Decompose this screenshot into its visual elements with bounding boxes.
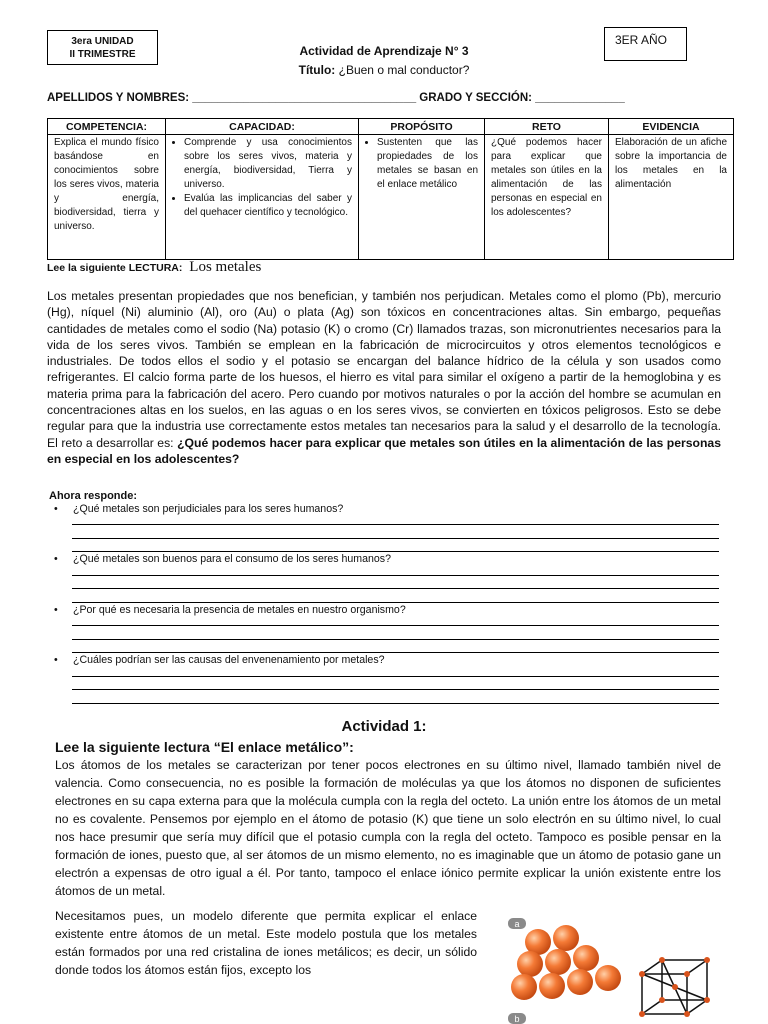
header-reto: RETO <box>485 119 609 135</box>
metallic-lattice-figure <box>500 912 750 1024</box>
activity1-reading-label: Lee la siguiente lectura “El enlace metálico”: <box>55 739 354 755</box>
answer-line[interactable] <box>72 602 719 603</box>
capacidad-item-2: • Evalúa las implicancias del saber y del quehacer científico y tecnológico. <box>184 192 352 220</box>
reading-challenge: ¿Qué podemos hacer para explicar que metales son útiles en la alimentación de las personas en especial en los adolescentes? <box>47 435 721 466</box>
cell-reto: ¿Qué podemos hacer para explicar que metales son útiles en la alimentación de las personas en especial en los adolescentes? <box>485 135 609 260</box>
question-item: • ¿Qué metales son buenos para el consumo de los seres humanos? <box>54 553 391 565</box>
answer-line[interactable] <box>72 639 719 640</box>
answer-line[interactable] <box>72 676 719 677</box>
cell-competencia: Explica el mundo físico basándose en conocimientos sobre los seres vivos, materia y energía, biodiversidad, tierra y universo. <box>48 135 166 260</box>
header-capacidad: CAPACIDAD: <box>166 119 359 135</box>
reading-label <box>47 259 261 276</box>
answer-line[interactable] <box>72 538 719 539</box>
figure-label-b: b <box>514 1014 520 1024</box>
unit-line-2: II TRIMESTRE <box>69 49 136 60</box>
header-evidencia: EVIDENCIA <box>609 119 734 135</box>
answer-line[interactable] <box>72 588 719 589</box>
reading-title: Los metales <box>189 259 262 275</box>
question-text: ¿Qué metales son buenos para el consumo de los seres humanos? <box>73 553 391 565</box>
reading-paragraph <box>47 288 721 467</box>
reading-label-text: Lee la siguiente LECTURA: <box>47 262 183 274</box>
unit-line-1: 3era UNIDAD <box>71 36 134 47</box>
cell-capacidad <box>166 135 359 260</box>
activity-title: Actividad de Aprendizaje N° 3 <box>299 44 469 58</box>
label-a-badge <box>508 918 526 929</box>
table-header-row <box>48 119 734 135</box>
activity1-paragraph-2: Necesitamos pues, un modelo diferente que permita explicar el enlace existente entre átomos de un metal. Este modelo postula que los metales están formados por una red cristalina de iones metálicos; es decir, un sólido donde todos los átomos están fijos, excepto los <box>55 909 477 977</box>
answer-line[interactable] <box>72 575 719 576</box>
header-competencia: COMPETENCIA: <box>48 119 166 135</box>
answer-line[interactable] <box>72 524 719 525</box>
question-item: • ¿Cuáles podrían ser las causas del envenenamiento por metales? <box>54 654 385 666</box>
answer-line[interactable] <box>72 703 719 704</box>
question-text: ¿Por qué es necesaria la presencia de metales en nuestro organismo? <box>73 604 406 616</box>
title-label: Título: <box>298 63 336 77</box>
question-item: • ¿Qué metales son perjudiciales para los seres humanos? <box>54 503 344 515</box>
reading-text: Los metales presentan propiedades que nos benefician, y también nos perjudican. Metales como el plomo (Pb), mercurio (Hg), níquel (Ni) aluminio (Al), oro (Au) o plata (Ag) son tóxicos en concentraciones altas. Sin embargo, pequeñas cantidades de metales como el sodio (Na) potasio (K) o cromo (Cr) llamados trazas, son micronutrientes necesarios para la vida de los seres vivos. También se emplean en la fabricación de microcircuitos y otros elementos tecnológicos e industriales. De todos ellos el sodio y el potasio se encargan del balance hídrico de la célula y son usados como refrigerantes. El calcio forma parte de los huesos, el hierro es vital para similar el oxígeno a partir de la hemoglobina y es materia prima para la fabricación del acero. Pero cuando por motivos naturales o por la acción del hombre se acumulan en concentraciones altas en los suelos, en las aguas o en los seres vivos, se convierten en tóxicos peligrosos. Esto se debe regular para que la industria use correctamente estos metales tan necesarios para la salud y el desarrollo de la tecnología. El reto a desarrollar es: <box>47 289 721 450</box>
header-proposito: PROPÓSITO <box>359 119 485 135</box>
activity-subtitle <box>0 63 768 77</box>
capacidad-item-1: • Comprende y usa conocimientos sobre los seres vivos, materia y energía, biodiversidad, Tierra y universo. <box>184 136 352 192</box>
question-text: ¿Qué metales son perjudiciales para los seres humanos? <box>73 503 344 515</box>
proposito-item-1: • Sustenten que las propiedades de los metales se basan en el enlace metálico <box>377 136 478 192</box>
question-text: ¿Cuáles podrían ser las causas del envenenamiento por metales? <box>73 654 385 666</box>
activity1-paragraph-1: Los átomos de los metales se caracterizan por tener pocos electrones en su último nivel, llamado también nivel de valencia. Como consecuencia, no es posible la formación de moléculas ya que los átomos no disponen de suficientes electrones en su capa externa para que la molécula cumpla con la regla del octeto. La unión entre los átomos de un metal no es covalente. Pensemos por ejemplo en el átomo de potasio (K) que tiene un solo electrón en su último nivel, lo cual nos hace presumir que sería muy difícil que el potasio cumpla con la regla del octeto. Tampoco es posible pensar en la formación de iones, puesto que, al ser átomos de un mismo elemento, no es imaginable que un átomo de potasio gane un electrón a expensas de otro igual a él. Por tanto, tampoco el enlace iónico permite explicar la unión existente entre los átomos de un metal. <box>55 758 721 898</box>
cell-proposito <box>359 135 485 260</box>
activity1-title: Actividad 1: <box>341 718 427 735</box>
figure-label-a: a <box>514 919 520 929</box>
answer-line[interactable] <box>72 689 719 690</box>
answer-line[interactable] <box>72 625 719 626</box>
answer-line[interactable] <box>72 551 719 552</box>
competency-table <box>47 118 734 260</box>
year-box: 3ER AÑO <box>604 27 687 61</box>
table-row <box>48 135 734 260</box>
ion-spheres <box>511 925 621 1000</box>
title-value: ¿Buen o mal conductor? <box>338 63 470 77</box>
question-item: • ¿Por qué es necesaria la presencia de metales en nuestro organismo? <box>54 604 406 616</box>
questions-label: Ahora responde: <box>49 490 138 502</box>
label-b-badge <box>508 1013 526 1024</box>
answer-line[interactable] <box>72 652 719 653</box>
cell-evidencia: Elaboración de un afiche sobre la importancia de los metales en la alimentación <box>609 135 734 260</box>
names-line: APELLIDOS Y NOMBRES: ___________________________________ GRADO Y SECCIÓN: ______________ <box>47 92 625 104</box>
